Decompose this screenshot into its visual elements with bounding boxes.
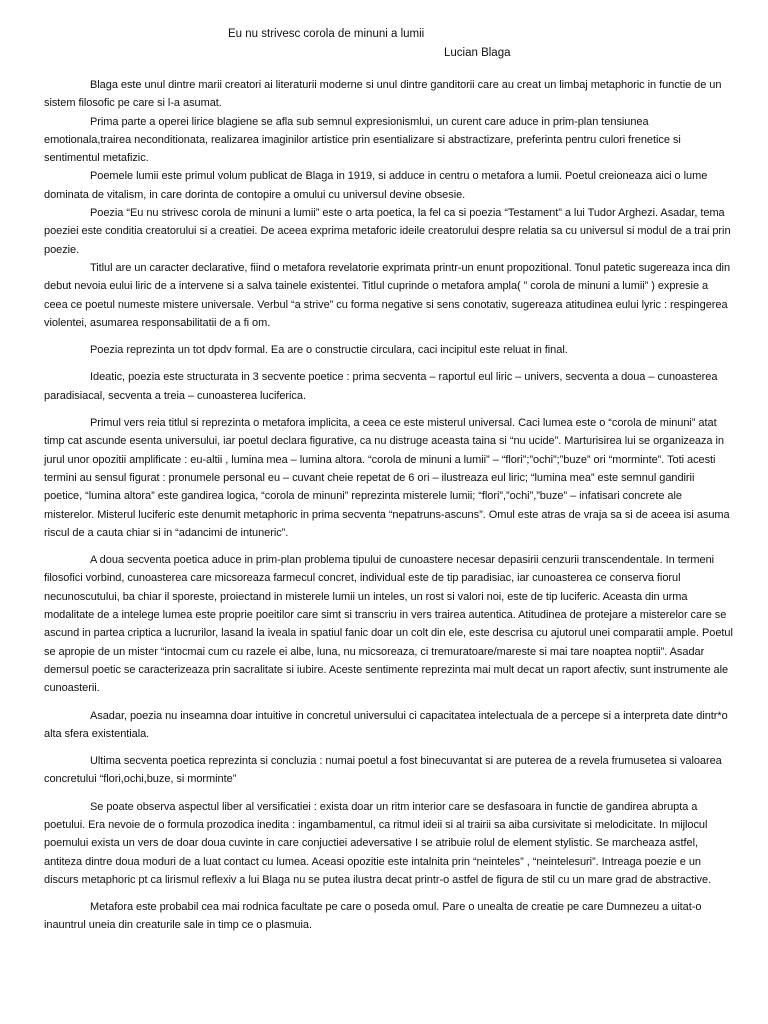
paragraph-a-doua-secventa: A doua secventa poetica aduce in prim-plan problema tipului de cunoastere necesar depasirii cenzurii transcendentale. In termeni filosofici vorbind, cunoasterea care micsoreaza farmecul concret, individual este de tip paradisiac, iar cunoasterea ce conserva fiorul necunoscutului, ba chiar il sporeste, proiectand in misterele lumii un inteles, un rost si valori noi, este de tip luciferic. Aceasta din urma modalitate de a intelege lumea este proprie poeitilor care simt si transcriu in vers trairea autentica. Atitudinea de protejare a misterelor care se ascund in partea criptica a lucrurilor, lasand la iveala in spatiul fanic doar un colt din ele, este descrisa cu ajutorul unei comparatii ample. Poetul se apropie de un mister “intocmai cum cu razele ei albe, luna, nu micsoreaza, ci tremuratoare/mareste si mai tare noaptea noptii”. Asadar demersul poetic se caracterizeaza prin sacralitate si iubire. Aceste sentimente reprezinta mai mult decat un raport afectiv, sunt instrumente ale cunoasterii. [44, 554, 733, 695]
paragraph-arta-poetica: Poezia “Eu nu strivesc corola de minuni a lumii” este o arta poetica, la fel ca si poezia “Testament” a lui Tudor Arghezi. Asadar, tema poeziei este conditia creatorului si a creatiei. De aceea exprima metaforic ideile creatorului despre relatia sa cu universul si modul de a trai prin poezie. [44, 207, 731, 256]
paragraph-primul-vers: Primul vers reia titlul si reprezinta o metafora implicita, a ceea ce este misterul universal. Caci lumea este o “corola de minuni” atat timp cat ascunde esenta universului, iar poetul declara figurative, ca nu distruge aceasta taina si “nu ucide”. Marturisirea lui se organizeaza in jurul unor opozitii amplificate : eu-altii , lumina mea – lumina altora. “corola de minuni a lumii” – “flori”;”ochi”;”buze” ori “morminte”. Toti acesti termini au sensul figurat : pronumele personal eu – cuvant cheie repetat de 6 ori – ilustreaza eul liric; “lumina mea” este semnul gandirii poetice, “lumina altora” este gandirea logica, “corola de minuni” reprezinta misterele lumii; “flori”,”ochi”,”buze” – infatisari concrete ale misterelor. Misterul luciferic este denumit metaphoric in prima secventa “nepatruns-ascuns”. Omul este atras de vraja sa si de aceea isi asuma riscul de a cauta chiar si in “adancimi de intuneric”. [44, 417, 730, 539]
paragraph-intro: Blaga este unul dintre marii creatori ai literaturii moderne si unul dintre ganditorii care au creat un limbaj metaphoric in functie de un sistem filosofic pe care si l-a asumat. [44, 79, 722, 110]
paragraph-versificatie: Se poate observa aspectul liber al versificatiei : exista doar un ritm interior care se desfasoara in functie de gandirea abrupta a poetului. Era nevoie de o formula prozodica inedita : ingambamentul, ca ritmul ideii si al trairii sa aiba cursivitate si melodicitate. In mijlocul poemului exista un vers de doar doua cuvinte in care conjuctiei adeversative I se atribuie rolul de element stylistic. Se marcheaza astfel, antiteza dintre doua moduri de a luat contact cu lumea. Aceasi opozitie este intalnita prin “neinteles” , “neintelesuri”. Intreaga poezie e un discurs metaphoric pt ca lirismul reflexiv a lui Blaga nu se putea ilustra decat printr-o astfel de figura de stil cu un mare grad de abstractive. [44, 800, 712, 886]
paragraph-expressionism: Prima parte a operei lirice blagiene se afla sub semnul expresionismlui, un curent care aduce in prim-plan tensiunea emotionala,trairea neconditionata, realizarea imaginilor artistice prin esentializare si abstractizare, preferinta pentru culori frenetice si sentimentul metafizic. [44, 115, 681, 165]
paragraph-asadar: Asadar, poezia nu inseamna doar intuitive in concretul universului ci capacitatea intelectuala de a percepe si a interpreta date dintr*o alta sfera existentiala. [44, 709, 728, 740]
paragraph-ultima-secventa: Ultima secventa poetica reprezinta si concluzia : numai poetul a fost binecuvantat si are puterea de a revela frumusetea si valoarea concretului “flori,ochi,buze, si morminte” [44, 755, 722, 786]
paragraph-ideatic: Ideatic, poezia este structurata in 3 secvente poetice : prima secventa – raportul eul liric – univers, secventa a doua – cunoasterea paradisiacal, secventa a treia – cunoasterea luciferica. [44, 371, 718, 402]
paragraph-metafora: Metafora este probabil cea mai rodnica facultate pe care o poseda omul. Pare o unealta de creatie pe care Dumnezeu a uitat-o inauntrul uneia din creaturile sale in timp ce o plasmuia. [44, 901, 702, 932]
paragraph-poemele-lumii: Poemele lumii este primul volum publicat de Blaga in 1919, si adduce in centru o metafora a lumii. Poetul creioneaza aici o lume dominata de vitalism, in care dorinta de contopire a omului cu universul devine obsesie. [44, 170, 708, 201]
document-body [44, 76, 734, 935]
paragraph-titlul: Titlul are un caracter declarative, fiind o metafora revelatorie exprimata printr-un enunt propozitional. Tonul patetic sugereaza inca din debut nevoia eului liric de a intervene si a salva tainele existentei. Titlul cuprinde o metafora ampla( ” corola de minuni a lumii” ) expresie a ceea ce poetul numeste mistere universale. Verbul “a strive” cu forma negative si sens conotativ, sugereaza atitudinea eului lyric : respingerea violentei, asumarea responsabilitatii de a fi om. [44, 261, 731, 329]
paragraph-forma: Poezia reprezinta un tot dpdv formal. Ea are o constructie circulara, caci incipitul este reluat in final. [90, 344, 568, 357]
document-author: Lucian Blaga [444, 47, 511, 59]
document-title: Eu nu strivesc corola de minuni a lumii [228, 28, 425, 40]
